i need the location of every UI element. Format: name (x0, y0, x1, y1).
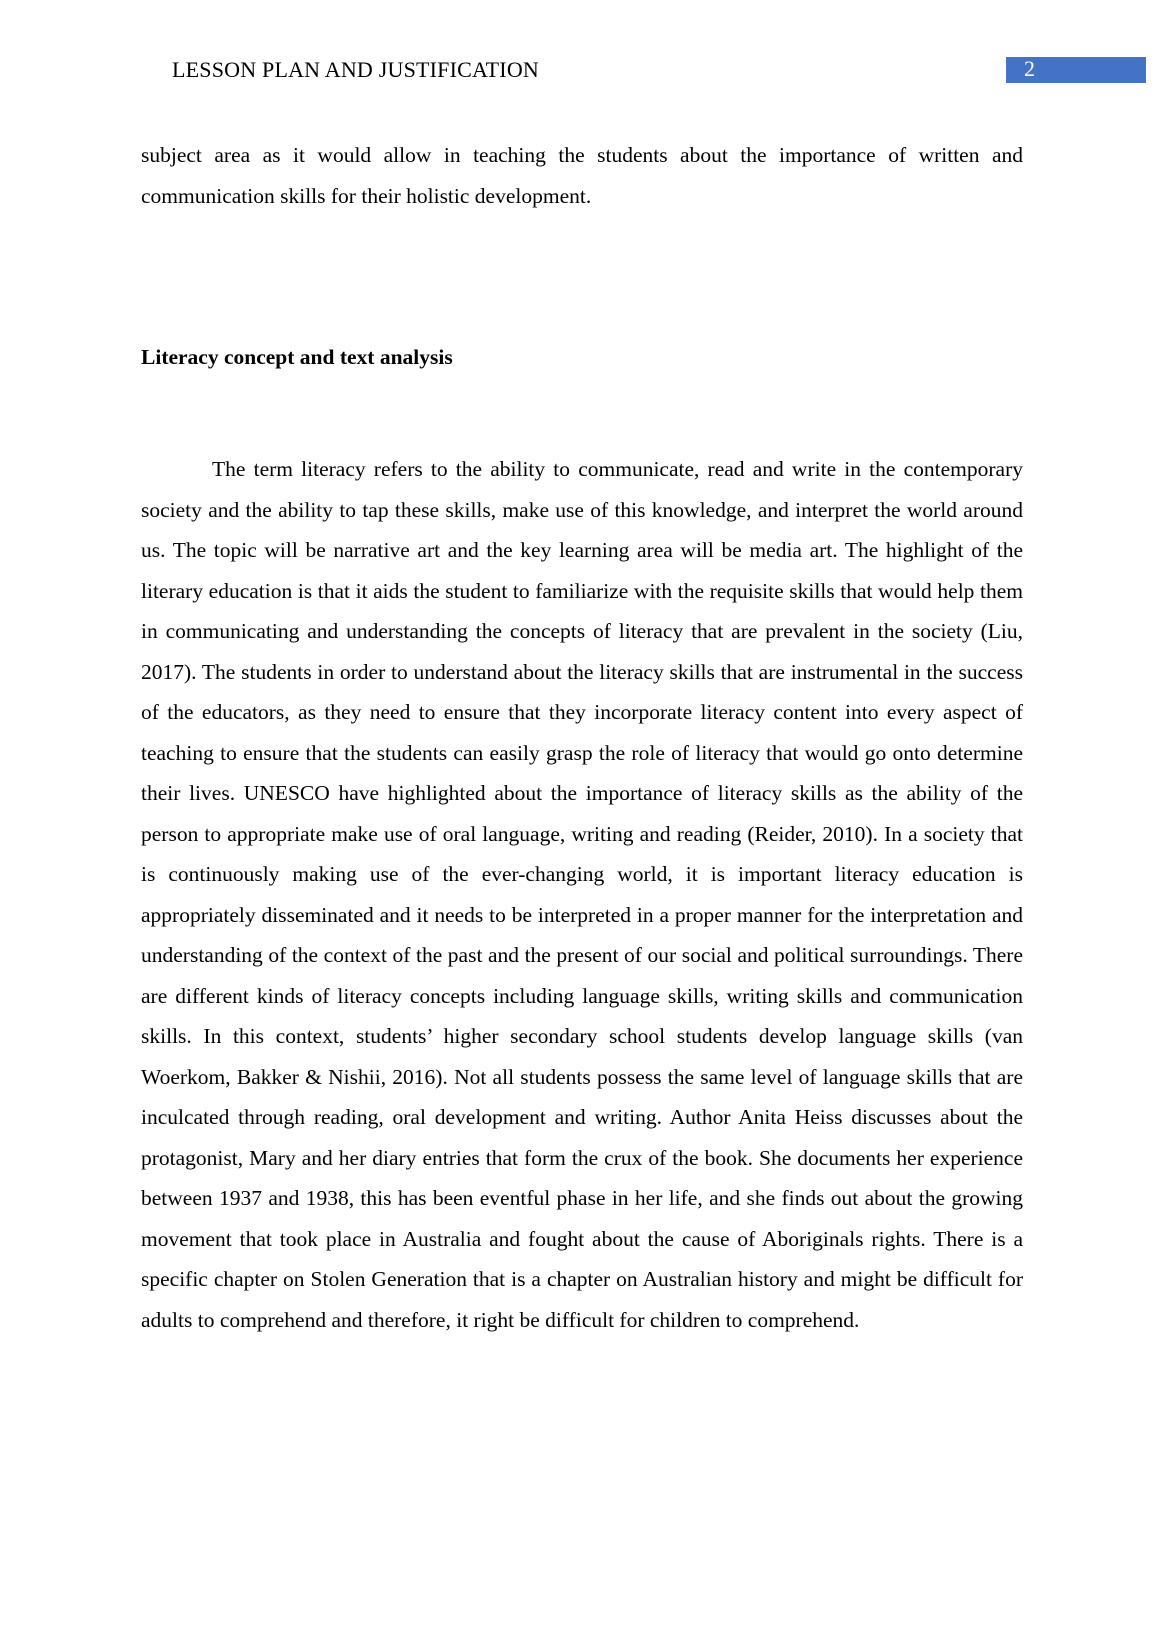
section-heading: Literacy concept and text analysis (141, 345, 453, 369)
running-header-title: LESSON PLAN AND JUSTIFICATION (172, 57, 539, 82)
continuation-paragraph: subject area as it would allow in teaching the students about the importance of written and communication skills for their holistic development. (141, 143, 1023, 208)
body-paragraph: The term literacy refers to the ability to communicate, read and write in the contemporary society and the ability to tap these skills, make use of this knowledge, and interpret the world around us. The topic will be narrative art and the key learning area will be media art. The highlight of the literary education is that it aids the student to familiarize with the requisite skills that would help them in communicating and understanding the concepts of literacy that are prevalent in the society (Liu, 2017). The students in order to understand about the literacy skills that are instrumental in the success of the educators, as they need to ensure that they incorporate literacy content into every aspect of teaching to ensure that the students can easily grasp the role of literacy that would go onto determine their lives. UNESCO have highlighted about the importance of literacy skills as the ability of the person to appropriate make use of oral language, writing and reading (Reider, 2010). In a society that is continuously making use of the ever-changing world, it is important literacy education is appropriately disseminated and it needs to be interpreted in a proper manner for the interpretation and understanding of the context of the past and the present of our social and political surroundings. There are different kinds of literacy concepts including language skills, writing skills and communication skills. In this context, students’ higher secondary school students develop language skills (van Woerkom, Bakker & Nishii, 2016). Not all students possess the same level of language skills that are inculcated through reading, oral development and writing. Author Anita Heiss discusses about the protagonist, Mary and her diary entries that form the crux of the book. She documents her experience between 1937 and 1938, this has been eventful phase in her life, and she finds out about the growing movement that took place in Australia and fought about the cause of Aboriginals rights. There is a specific chapter on Stolen Generation that is a chapter on Australian history and might be difficult for adults to comprehend and therefore, it right be difficult for children to comprehend. (141, 457, 1023, 1332)
page-number-box (1006, 57, 1146, 83)
page-number: 2 (1024, 56, 1035, 81)
